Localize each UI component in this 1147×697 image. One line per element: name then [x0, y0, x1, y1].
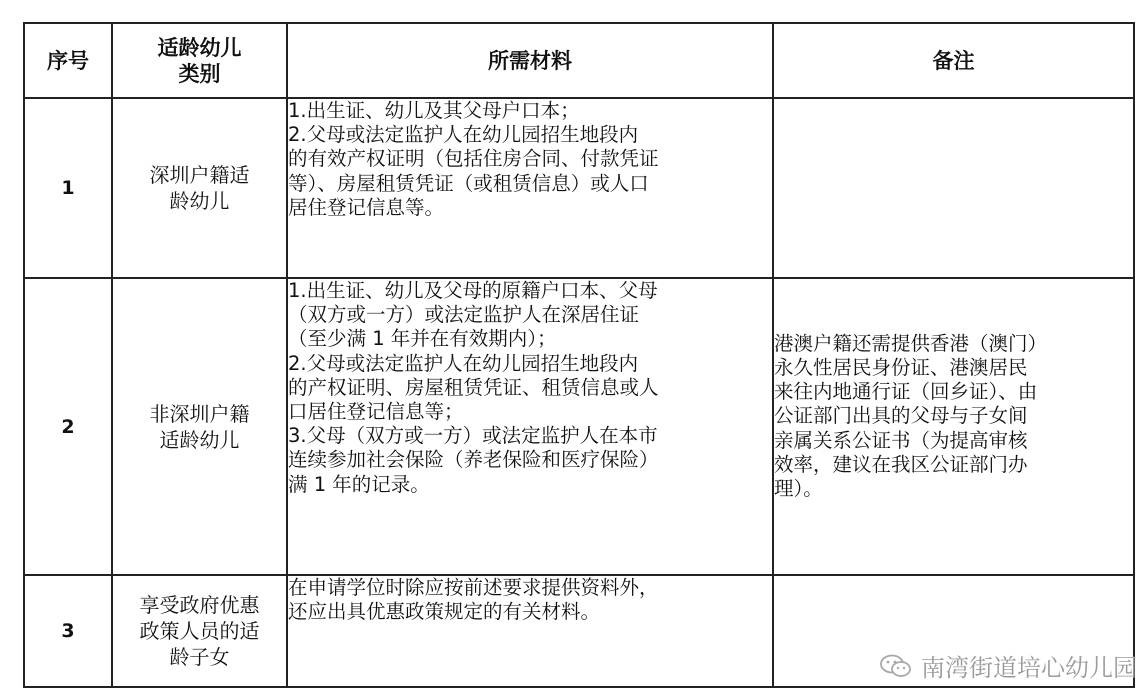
materials-table — [23, 22, 1135, 688]
header-category-line1: 适龄幼儿 — [157, 35, 242, 60]
notes-line: 理）。 — [774, 477, 823, 500]
notes-line: 永久性居民身份证、港澳居民 — [774, 355, 1028, 379]
materials-line: 连续参加社会保险（养老保险和医疗保险） — [288, 448, 659, 472]
materials-line: 1.出生证、幼儿及父母的原籍户口本、父母 — [288, 279, 658, 302]
materials-line: 2.父母或法定监护人在幼儿园招生地段内 — [288, 123, 639, 147]
notes-line: 来往内地通行证（回乡证）、由 — [774, 380, 1038, 404]
row-notes — [773, 98, 1134, 278]
materials-line: （至少满 1 年并在有效期内）； — [288, 327, 557, 351]
row-notes — [773, 278, 1134, 575]
header-no: 序号 — [24, 23, 112, 98]
row-number: 3 — [24, 575, 112, 687]
materials-line: 1.出生证、幼儿及其父母户口本； — [288, 99, 580, 122]
category-line: 龄子女 — [169, 645, 230, 669]
wechat-icon — [879, 653, 913, 679]
header-notes: 备注 — [773, 23, 1134, 98]
materials-line: 3.父母（双方或一方）或法定监护人在本市 — [288, 424, 658, 448]
category-line: 深圳户籍适 — [149, 163, 250, 187]
table-row — [24, 278, 1134, 575]
materials-line: 还应出具优惠政策规定的有关材料。 — [288, 600, 601, 624]
table-row — [24, 98, 1134, 278]
header-materials: 所需材料 — [287, 23, 773, 98]
notes-line: 效率，建议在我区公证部门办 — [774, 452, 1028, 476]
row-materials — [287, 98, 773, 278]
materials-line: 2.父母或法定监护人在幼儿园招生地段内 — [288, 351, 639, 375]
row-number: 1 — [24, 98, 112, 278]
row-category — [112, 98, 287, 278]
materials-line: （双方或一方）或法定监护人在深居住证 — [288, 303, 640, 327]
materials-line: 口居住登记信息等； — [288, 400, 464, 424]
category-line: 龄幼儿 — [169, 189, 230, 213]
header-row — [24, 23, 1134, 98]
category-line: 政策人员的适 — [139, 619, 260, 643]
category-line: 适龄幼儿 — [159, 427, 240, 452]
header-category-line2: 类别 — [178, 61, 221, 86]
notes-line: 亲属关系公证书（为提高审核 — [774, 428, 1028, 452]
materials-line: 在申请学位时除应按前述要求提供资料外， — [288, 576, 659, 599]
row-category — [112, 575, 287, 687]
row-materials — [287, 278, 773, 575]
watermark-text: 南湾街道培心幼儿园 — [921, 654, 1137, 682]
materials-line: 满 1 年的记录。 — [288, 472, 430, 496]
category-line: 享受政府优惠 — [139, 593, 260, 617]
materials-line: 等）、房屋租赁凭证（或租赁信息）或人口 — [288, 171, 649, 195]
row-number: 2 — [24, 278, 112, 575]
notes-line: 港澳户籍还需提供香港（澳门） — [774, 331, 1048, 355]
row-materials — [287, 575, 773, 687]
materials-line: 居住登记信息等。 — [288, 195, 445, 219]
materials-line: 的有效产权证明（包括住房合同、付款凭证 — [288, 147, 659, 171]
header-category — [112, 23, 287, 98]
row-category — [112, 278, 287, 575]
category-line: 非深圳户籍 — [149, 401, 250, 426]
watermark — [879, 648, 1137, 683]
notes-line: 公证部门出具的父母与子女间 — [774, 404, 1028, 428]
materials-line: 的产权证明、房屋租赁凭证、租赁信息或人 — [288, 375, 659, 399]
